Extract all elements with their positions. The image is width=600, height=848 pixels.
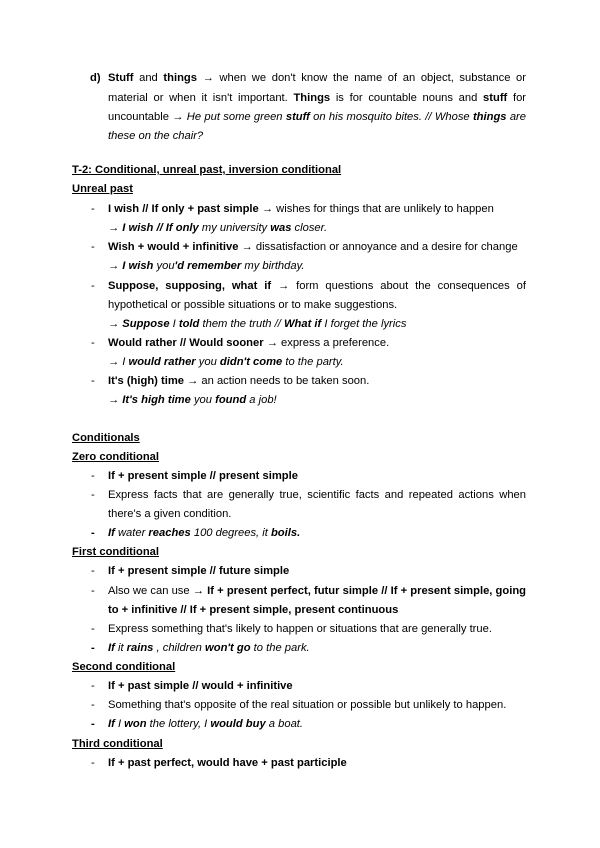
first-example: If it rains , children won't go to the park. bbox=[108, 642, 310, 654]
bullet-dash: - bbox=[91, 585, 95, 597]
suppose-desc: hypothetical or possible situations or to make suggestions. bbox=[108, 299, 398, 311]
would-rather-example: → I would rather you didn't come to the party. bbox=[108, 356, 344, 368]
item-d-line-3: uncountable → He put some green stuff on his mosquito bites. // Whose things are bbox=[108, 111, 526, 123]
item-d-line-1: Stuff and things → when we don't know the name of an object, substance or bbox=[108, 72, 527, 84]
unreal-past-heading: Unreal past bbox=[72, 183, 133, 195]
zero-conditional-heading: Zero conditional bbox=[72, 451, 160, 463]
would-rather-rule: Would rather // Would sooner → express a preference. bbox=[108, 337, 390, 349]
bullet-dash: - bbox=[91, 203, 95, 215]
bullet-dash: - bbox=[91, 527, 95, 539]
bullet-dash: - bbox=[91, 680, 95, 692]
high-time-rule: It's (high) time → an action needs to be taken soon. bbox=[108, 375, 370, 387]
wish-would-rule: Wish + would + infinitive → dissatisfaction or annoyance and a desire for change bbox=[108, 241, 518, 253]
first-conditional-heading: First conditional bbox=[72, 546, 160, 558]
bullet-dash: - bbox=[91, 623, 95, 635]
high-time-example: → It's high time you found a job! bbox=[108, 394, 277, 406]
first-rule: If + present simple // future simple bbox=[108, 565, 290, 577]
suppose-example: → Suppose I told them the truth // What if I forget the lyrics bbox=[108, 318, 407, 330]
bullet-dash: - bbox=[91, 241, 95, 253]
zero-example: If water reaches 100 degrees, it boils. bbox=[108, 527, 301, 539]
second-conditional-heading: Second conditional bbox=[72, 661, 176, 673]
first-desc: Express something that's likely to happen or situations that are generally true. bbox=[108, 623, 492, 635]
wish-past-example: → I wish // If only my university was closer. bbox=[108, 222, 328, 234]
bullet-dash: - bbox=[91, 280, 95, 292]
bullet-dash: - bbox=[91, 565, 95, 577]
bullet-dash: - bbox=[91, 642, 95, 654]
bullet-dash: - bbox=[91, 337, 95, 349]
third-rule: If + past perfect, would have + past participle bbox=[108, 757, 347, 769]
bullet-dash: - bbox=[91, 699, 95, 711]
second-example: If I won the lottery, I would buy a boat. bbox=[108, 718, 304, 730]
zero-desc-1: Express facts that are generally true, scientific facts and repeated actions when bbox=[108, 489, 526, 501]
second-rule: If + past simple // would + infinitive bbox=[108, 680, 293, 692]
second-desc: Something that's opposite of the real situation or possible but unlikely to happen. bbox=[108, 699, 507, 711]
first-also-2: to + infinitive // If + present simple, present continuous bbox=[108, 604, 399, 616]
item-d-line-4: these on the chair? bbox=[108, 130, 204, 142]
first-also-1: Also we can use → If + present perfect, futur simple // If + present simple, going bbox=[108, 585, 526, 597]
wish-past-rule: I wish // If only + past simple → wishes for things that are unlikely to happen bbox=[108, 203, 494, 215]
bullet-dash: - bbox=[91, 470, 95, 482]
third-conditional-heading: Third conditional bbox=[72, 738, 163, 750]
suppose-rule: Suppose, supposing, what if → form questions about the consequences of bbox=[108, 280, 526, 292]
bullet-dash: - bbox=[91, 718, 95, 730]
wish-would-example: → I wish you'd remember my birthday. bbox=[108, 260, 305, 272]
bullet-dash: - bbox=[91, 489, 95, 501]
item-d-line-2: material or when it isn't important. Things is for countable nouns and stuff for bbox=[108, 92, 527, 104]
zero-rule: If + present simple // present simple bbox=[108, 470, 298, 482]
bullet-dash: - bbox=[91, 757, 95, 769]
zero-desc-2: there's a given condition. bbox=[108, 508, 232, 520]
conditionals-heading: Conditionals bbox=[72, 432, 140, 444]
bullet-dash: - bbox=[91, 375, 95, 387]
section-title: T-2: Conditional, unreal past, inversion conditional bbox=[72, 164, 342, 176]
item-d-marker: d) bbox=[90, 72, 101, 84]
